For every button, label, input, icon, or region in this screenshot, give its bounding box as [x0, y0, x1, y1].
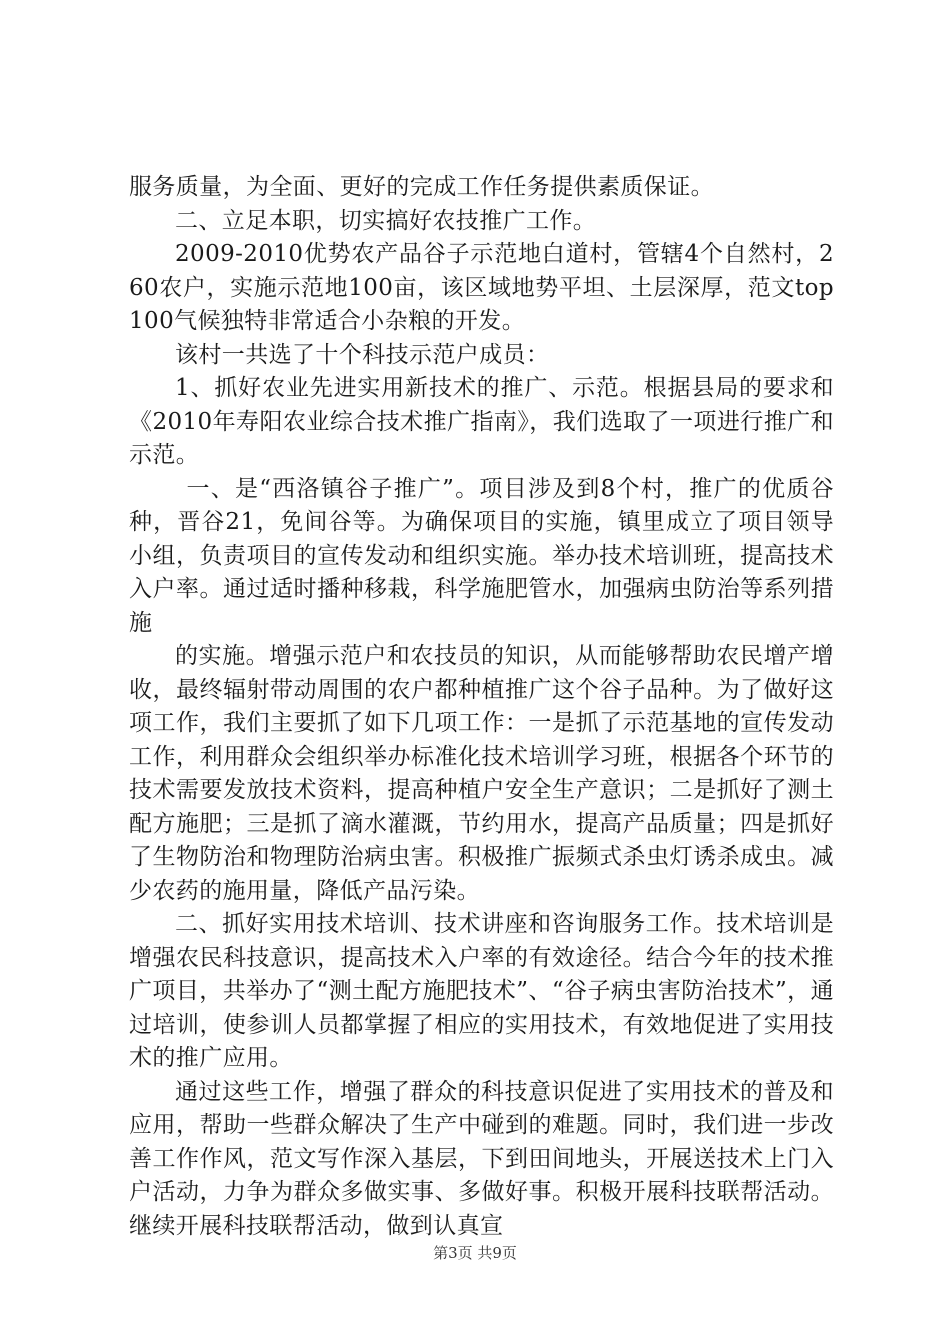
- page-number-footer: 第3页 共9页: [433, 1244, 517, 1262]
- paragraph-8: 二、抓好实用技术培训、技术讲座和咨询服务工作。技术培训是增强农民科技意识，提高技术入户率的有效途径。结合今年的技术推广项目，共举办了“测土配方施肥技术”、“谷子病虫害防治技术”，通过培训，使参训人员都掌握了相应的实用技术，有效地促进了实用技术的推广应用。: [129, 911, 834, 1071]
- paragraph-2: 二、立足本职，切实搞好农技推广工作。: [175, 207, 597, 234]
- paragraph-4: 该村一共选了十个科技示范户成员：: [175, 341, 550, 368]
- paragraph-9: 通过这些工作，增强了群众的科技意识促进了实用技术的普及和应用，帮助一些群众解决了生产中碰到的难题。同时，我们进一步改善工作作风，范文写作深入基层，下到田间地头，开展送技术上门入户活动，力争为群众多做实事、多做好事。积极开展科技联帮活动。继续开展科技联帮活动，做到认真宣: [129, 1078, 834, 1239]
- paragraph-6: 一、是“西洛镇谷子推广”。项目涉及到8个村，推广的优质谷种，晋谷21，免间谷等。为确保项目的实施，镇里成立了项目领导小组，负责项目的宣传发动和组织实施。举办技术培训班，提高技术入户率。通过适时播种移栽，科学施肥管水，加强病虫防治等系列措施: [129, 475, 834, 636]
- paragraph-5: 1、抓好农业先进实用新技术的推广、示范。根据县局的要求和《2010年寿阳农业综合技术推广指南》，我们选取了一项进行推广和示范。: [129, 375, 834, 468]
- document-body: [129, 171, 834, 1243]
- paragraph-7: 的实施。增强示范户和农技员的知识，从而能够帮助农民增产增收，最终辐射带动周围的农户都种植推广这个谷子品种。为了做好这项工作，我们主要抓了如下几项工作：一是抓了示范基地的宣传发动工作，利用群众会组织举办标准化技术培训学习班，根据各个环节的技术需要发放技术资料，提高种植户安全生产意识；二是抓好了测土配方施肥；三是抓了滴水灌溉，节约用水，提高产品质量；四是抓好了生物防治和物理防治病虫害。积极推广振频式杀虫灯诱杀成虫。减少农药的施用量，降低产品污染。: [129, 643, 834, 904]
- paragraph-3: 2009-2010优势农产品谷子示范地白道村，管辖4个自然村，260农户，实施示范地100亩，该区域地势平坦、土层深厚，范文top100气候独特非常适合小杂粮的开发。: [129, 241, 834, 334]
- paragraph-1: 服务质量，为全面、更好的完成工作任务提供素质保证。: [129, 174, 714, 200]
